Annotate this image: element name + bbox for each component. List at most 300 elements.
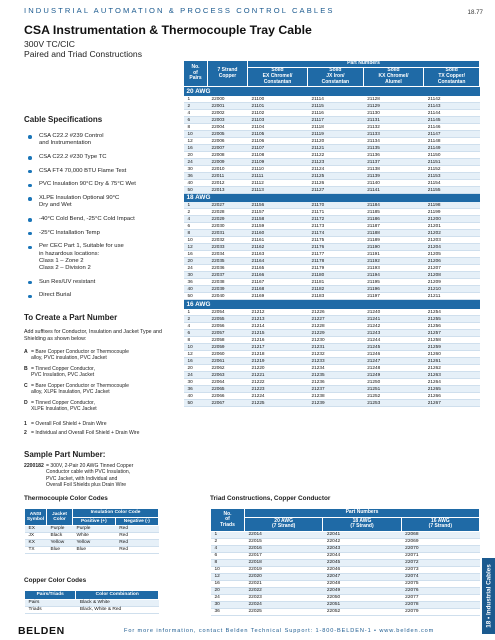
table-cell: 22005	[208, 130, 248, 137]
table-cell: Blue	[47, 547, 73, 554]
table-cell: 6	[184, 223, 208, 230]
table-row	[211, 552, 480, 559]
table-cell: 21159	[248, 223, 308, 230]
table-cell: 21236	[308, 378, 364, 385]
table-cell: 22015	[245, 538, 323, 545]
table-cell: Yellow	[47, 540, 73, 547]
table-cell: 21258	[424, 336, 480, 343]
table-cell: 21181	[308, 279, 364, 286]
table-cell: 21227	[308, 315, 364, 322]
table-cell: 21202	[424, 230, 480, 237]
table-cell: 21204	[424, 244, 480, 251]
table-cell: 21239	[308, 399, 364, 406]
table-cell: 21117	[308, 116, 364, 123]
table-cell: 21256	[424, 322, 480, 329]
table-cell: 24	[184, 371, 208, 378]
col-header-alloy: Solid KX Chromel/ Alumel	[363, 68, 424, 87]
table-cell: 1	[184, 202, 208, 209]
table-cell: 21133	[363, 130, 424, 137]
table-cell: Yellow	[73, 540, 116, 547]
table-cell: 21152	[424, 165, 480, 172]
feature-item: Direct Burial	[24, 292, 182, 299]
table-cell: 21233	[308, 357, 364, 364]
table-cell: 10	[184, 237, 208, 244]
table-cell: 21130	[363, 109, 424, 116]
feature-item: CSA C22.2 #230 Type TC	[24, 154, 182, 161]
table-cell: 21187	[363, 223, 424, 230]
table-cell: 21147	[424, 130, 480, 137]
table-cell: 22022	[245, 587, 323, 594]
table-cell: 22074	[401, 573, 479, 580]
table-cell: 21157	[248, 209, 308, 216]
table-cell: 22001	[208, 102, 248, 109]
table-cell: 6	[211, 552, 245, 559]
table-cell: 22011	[208, 172, 248, 179]
table-cell: 21205	[424, 251, 480, 258]
table-row	[184, 109, 480, 116]
feature-item: PVC Insulation 90°C Dry & 75°C Wet	[24, 181, 182, 188]
table-cell: 21192	[363, 258, 424, 265]
col-header-copper: 7 Strand Copper	[208, 61, 248, 87]
table-cell: 21241	[363, 315, 424, 322]
table-cell: 22078	[401, 601, 479, 608]
table-row	[184, 378, 480, 385]
shield-code	[24, 430, 184, 436]
footer-contact: For more information, contact Belden Technical Support: 1-800-BELDEN-1 • www.belden.com	[124, 628, 435, 634]
table-cell: 21182	[308, 286, 364, 293]
awg-group-row	[184, 193, 480, 202]
table-cell: Pairs	[25, 599, 76, 606]
feature-item: CSA FT4 70,000 BTU Flame Test	[24, 168, 182, 175]
table-row	[184, 230, 480, 237]
table-cell: 22067	[208, 399, 248, 406]
table-row	[211, 601, 480, 608]
table-cell: 21263	[424, 371, 480, 378]
table-cell: 22075	[401, 580, 479, 587]
table-cell: 21215	[248, 329, 308, 336]
table-cell: 21167	[248, 279, 308, 286]
table-cell: 22008	[208, 151, 248, 158]
table-cell: 22073	[401, 566, 479, 573]
table-row	[184, 123, 480, 130]
table-cell: 22032	[208, 237, 248, 244]
table-cell: 21143	[424, 102, 480, 109]
table-cell: 21136	[363, 151, 424, 158]
table-cell: 22072	[401, 559, 479, 566]
col-header-color-combination: Color Combination	[76, 591, 159, 600]
spec-heading: Cable Specifications	[24, 115, 103, 124]
table-row	[184, 272, 480, 279]
table-cell: 21184	[363, 202, 424, 209]
table-row	[184, 244, 480, 251]
table-cell: 21175	[308, 237, 364, 244]
table-cell: Red	[115, 526, 158, 533]
table-cell: 21178	[308, 258, 364, 265]
table-cell: White	[73, 533, 116, 540]
table-cell: 4	[184, 216, 208, 223]
table-cell: 22079	[401, 608, 479, 615]
table-row	[184, 279, 480, 286]
table-row	[184, 137, 480, 144]
table-cell: 21168	[248, 286, 308, 293]
table-cell: 22010	[208, 165, 248, 172]
table-cell: 21237	[308, 385, 364, 392]
table-cell: 22062	[208, 364, 248, 371]
footer	[0, 622, 495, 640]
table-cell: EX	[25, 526, 47, 533]
table-cell: 21123	[308, 158, 364, 165]
table-cell: Purple	[73, 526, 116, 533]
table-row	[184, 357, 480, 364]
table-cell: 22034	[208, 251, 248, 258]
table-cell: 21255	[424, 315, 480, 322]
table-cell: 21248	[363, 364, 424, 371]
table-cell: 21132	[363, 123, 424, 130]
table-cell: 22027	[208, 202, 248, 209]
table-cell: 22059	[208, 343, 248, 350]
table-cell: 21213	[248, 315, 308, 322]
table-cell: 22065	[208, 385, 248, 392]
table-cell: 21169	[248, 293, 308, 300]
table-cell: 22068	[401, 531, 479, 538]
col-header-triads: No. of Triads	[211, 509, 245, 532]
page-number: 18.77	[467, 9, 483, 16]
table-row	[184, 130, 480, 137]
table-cell: 21160	[248, 230, 308, 237]
table-cell: 21111	[248, 172, 308, 179]
table-cell: 2	[184, 102, 208, 109]
feature-item: Per CEC Part 1, Suitable for use in hazardous locations: Class 1 – Zone 2 Class 2 – Division 2	[24, 243, 182, 272]
table-cell: 4	[211, 545, 245, 552]
table-cell: 22012	[208, 179, 248, 186]
table-cell: 21106	[248, 137, 308, 144]
table-cell: 10	[184, 130, 208, 137]
table-cell: 22048	[323, 580, 401, 587]
table-cell: 21125	[308, 172, 364, 179]
table-cell: 21158	[248, 216, 308, 223]
col-header-insulation: Insulation Color Code	[73, 509, 159, 518]
table-cell: 21154	[424, 179, 480, 186]
table-row	[184, 336, 480, 343]
col-header-jacket: Jacket Color	[47, 509, 73, 526]
table-cell: 21201	[424, 223, 480, 230]
table-cell: 22018	[245, 559, 323, 566]
table-cell: 21244	[363, 336, 424, 343]
table-cell: 21229	[308, 329, 364, 336]
table-cell: 21199	[424, 209, 480, 216]
table-cell: 40	[184, 392, 208, 399]
table-cell: 21115	[308, 102, 364, 109]
feature-item: CSA C22.2 #239 Control and Instrumentation	[24, 133, 182, 147]
table-cell: 22058	[208, 336, 248, 343]
table-cell: 21144	[424, 109, 480, 116]
table-cell: 24	[184, 265, 208, 272]
table-cell: 24	[211, 594, 245, 601]
table-cell: 21207	[424, 265, 480, 272]
table-cell: 21235	[308, 371, 364, 378]
table-cell: 21191	[363, 251, 424, 258]
table-cell: 21193	[363, 265, 424, 272]
table-cell: TX	[25, 547, 47, 554]
table-cell: 20	[184, 151, 208, 158]
table-cell: 22002	[208, 109, 248, 116]
shield-text: = Individual and Overall Foil Shield + Drain Wire	[31, 430, 140, 436]
table-cell: 21122	[308, 151, 364, 158]
table-cell: 6	[184, 116, 208, 123]
table-row	[184, 315, 480, 322]
table-cell: 22017	[245, 552, 323, 559]
table-cell: KX	[25, 540, 47, 547]
table-cell: 21126	[308, 179, 364, 186]
suffix-code	[24, 400, 184, 413]
table-cell: 21118	[308, 123, 364, 130]
table-cell: 21203	[424, 237, 480, 244]
table-cell: Purple	[47, 526, 73, 533]
table-row	[184, 258, 480, 265]
suffix-text: = Bare Copper Conductor or Thermocouple alloy, PVC insulation, PVC Jacket	[31, 349, 130, 362]
table-row	[184, 322, 480, 329]
table-cell: 22025	[245, 608, 323, 615]
section-header: INDUSTRIAL AUTOMATION & PROCESS CONTROL CABLES	[24, 6, 335, 15]
table-cell: 21212	[248, 309, 308, 316]
table-cell: 21121	[308, 144, 364, 151]
table-cell: 21172	[308, 216, 364, 223]
table-cell: 1	[184, 309, 208, 316]
table-cell: 36	[211, 608, 245, 615]
table-cell: 21173	[308, 223, 364, 230]
table-cell: 36	[184, 172, 208, 179]
table-cell: 21194	[363, 272, 424, 279]
suffix-code	[24, 366, 184, 379]
table-cell: 21150	[424, 151, 480, 158]
table-cell: 21195	[363, 279, 424, 286]
table-cell: 21107	[248, 144, 308, 151]
suffix-text: = Tinned Copper Conductor, XLPE Insulation, PVC Jacket	[31, 400, 97, 413]
table-cell: 21141	[363, 186, 424, 193]
table-cell: 22061	[208, 357, 248, 364]
table-cell: 22031	[208, 230, 248, 237]
table-cell: 21250	[363, 378, 424, 385]
table-cell: 21151	[424, 158, 480, 165]
table-cell: 21209	[424, 279, 480, 286]
table-cell: 21101	[248, 102, 308, 109]
table-cell: 21146	[424, 123, 480, 130]
table-cell: 21242	[363, 322, 424, 329]
table-cell: 16	[184, 357, 208, 364]
table-cell: Red	[115, 533, 158, 540]
shield-text: = Overall Foil Shield + Drain Wire	[31, 421, 107, 427]
table-row	[211, 587, 480, 594]
table-cell: 21210	[424, 286, 480, 293]
table-cell: Red	[115, 547, 158, 554]
table-cell: 21247	[363, 357, 424, 364]
table-cell: 21223	[248, 385, 308, 392]
table-cell: Black & White	[76, 599, 159, 606]
table-cell: 22028	[208, 209, 248, 216]
copper-color-table	[24, 590, 159, 614]
table-cell: 21225	[248, 399, 308, 406]
table-cell: 22040	[208, 293, 248, 300]
table-row	[184, 251, 480, 258]
table-cell: 21113	[248, 186, 308, 193]
table-cell: 21139	[363, 172, 424, 179]
table-cell: 16	[211, 580, 245, 587]
table-cell: 21211	[424, 293, 480, 300]
table-cell: Triads	[25, 606, 76, 613]
table-row	[25, 540, 159, 547]
table-cell: 22023	[245, 594, 323, 601]
table-cell: 24	[184, 158, 208, 165]
table-cell: 21217	[248, 343, 308, 350]
table-cell: 22069	[401, 538, 479, 545]
table-cell: 22057	[208, 329, 248, 336]
table-cell: 40	[184, 179, 208, 186]
table-row	[184, 237, 480, 244]
shield-code	[24, 421, 184, 427]
table-cell: 22004	[208, 123, 248, 130]
awg-group-row	[184, 87, 480, 96]
table-cell: 21219	[248, 357, 308, 364]
table-cell: 21253	[363, 399, 424, 406]
table-cell: 21264	[424, 378, 480, 385]
table-cell: 50	[184, 399, 208, 406]
table-cell: 21170	[308, 202, 364, 209]
table-cell: 21166	[248, 272, 308, 279]
suffix-key: C	[24, 383, 28, 389]
table-cell: 21119	[308, 130, 364, 137]
feature-item: -40°C Cold Bend, -25°C Cold Impact	[24, 216, 182, 223]
table-cell: 1	[211, 531, 245, 538]
table-cell: 21196	[363, 286, 424, 293]
table-cell: 21189	[363, 237, 424, 244]
table-cell: 16	[184, 144, 208, 151]
table-cell: 21188	[363, 230, 424, 237]
tc-colors-heading: Thermocouple Color Codes	[24, 495, 108, 502]
shield-key: 1	[24, 421, 27, 427]
table-row	[184, 116, 480, 123]
table-cell: 8	[184, 123, 208, 130]
table-cell: 21221	[248, 371, 308, 378]
table-cell: 21206	[424, 258, 480, 265]
table-cell: 21112	[248, 179, 308, 186]
table-cell: 21224	[248, 392, 308, 399]
table-cell: 21103	[248, 116, 308, 123]
table-cell: 21246	[363, 350, 424, 357]
table-cell: 21238	[308, 392, 364, 399]
table-cell: 12	[184, 244, 208, 251]
table-cell: 21231	[308, 343, 364, 350]
table-cell: 12	[184, 137, 208, 144]
sample-part-number	[24, 463, 184, 489]
table-cell: 22013	[208, 186, 248, 193]
table-cell: 21124	[308, 165, 364, 172]
order-intro: Add suffixes for Conductor, Insulation and Jacket Type and Shielding as shown below:	[24, 329, 162, 342]
table-cell: 36	[184, 279, 208, 286]
table-cell: 21180	[308, 272, 364, 279]
suffix-code	[24, 383, 184, 396]
table-cell: 22006	[208, 137, 248, 144]
subtitle-voltage: 300V TC/CIC	[24, 39, 75, 49]
col-header-positive: Positive (+)	[73, 517, 116, 526]
subtitle-constructions: Paired and Triad Constructions	[24, 49, 142, 59]
table-cell: 21149	[424, 144, 480, 151]
table-cell: 22009	[208, 158, 248, 165]
table-cell: 22038	[208, 279, 248, 286]
table-cell: 1	[184, 96, 208, 103]
table-row	[184, 216, 480, 223]
suffix-key: A	[24, 349, 28, 355]
table-cell: 21198	[424, 202, 480, 209]
sample-key: 2200182	[24, 463, 44, 469]
table-cell: 21228	[308, 322, 364, 329]
table-cell: 21254	[424, 309, 480, 316]
table-cell: 21234	[308, 364, 364, 371]
sample-heading: Sample Part Number:	[24, 450, 106, 459]
table-row	[184, 102, 480, 109]
table-cell: 21129	[363, 102, 424, 109]
feature-item: Sun Res/UV resistant	[24, 279, 182, 286]
table-cell: 21216	[248, 336, 308, 343]
table-row	[184, 158, 480, 165]
sample-text: = 300V, 2-Pair 20 AWG Tinned Copper Conductor cable with PVC Insulation, PVC Jacket, with Individual and Overall Foil Shields plus Drain Wire	[46, 463, 134, 489]
table-cell: 21214	[248, 322, 308, 329]
table-cell: 20	[184, 364, 208, 371]
thermocouple-color-table	[24, 508, 159, 554]
table-row	[184, 165, 480, 172]
table-cell: 30	[184, 272, 208, 279]
table-row	[184, 286, 480, 293]
table-cell: Black, White & Red	[76, 606, 159, 613]
col-header-alloy: Solid JX Iron/ Constantan	[308, 68, 364, 87]
table-cell: 21252	[363, 392, 424, 399]
table-cell: 21226	[308, 309, 364, 316]
suffix-code	[24, 349, 184, 362]
awg-group-label: 20 AWG	[184, 87, 480, 96]
table-cell: 30	[184, 378, 208, 385]
table-cell: 21142	[424, 96, 480, 103]
table-row	[184, 151, 480, 158]
table-cell: 21105	[248, 130, 308, 137]
table-cell: 21243	[363, 329, 424, 336]
table-row	[25, 547, 159, 554]
table-cell: 21266	[424, 392, 480, 399]
table-cell: 21138	[363, 165, 424, 172]
table-cell: 21156	[248, 202, 308, 209]
table-row	[184, 385, 480, 392]
table-cell: 21208	[424, 272, 480, 279]
awg-group-label: 16 AWG	[184, 300, 480, 309]
table-cell: 4	[184, 109, 208, 116]
table-row	[25, 526, 159, 533]
table-cell: 22046	[323, 566, 401, 573]
table-cell: 22003	[208, 116, 248, 123]
table-cell: 8	[211, 559, 245, 566]
side-tab-label: 18 • Industrial Cables	[485, 564, 492, 628]
table-cell: 10	[184, 343, 208, 350]
table-cell: 21100	[248, 96, 308, 103]
table-cell: 20	[184, 258, 208, 265]
table-cell: 12	[211, 573, 245, 580]
table-row	[184, 179, 480, 186]
table-row	[211, 608, 480, 615]
table-cell: 21155	[424, 186, 480, 193]
feature-item: -25°C Installation Temp	[24, 230, 182, 237]
table-cell: 21259	[424, 343, 480, 350]
feature-list	[24, 133, 182, 306]
table-cell: 22047	[323, 573, 401, 580]
table-row	[184, 293, 480, 300]
table-cell: 22052	[323, 608, 401, 615]
